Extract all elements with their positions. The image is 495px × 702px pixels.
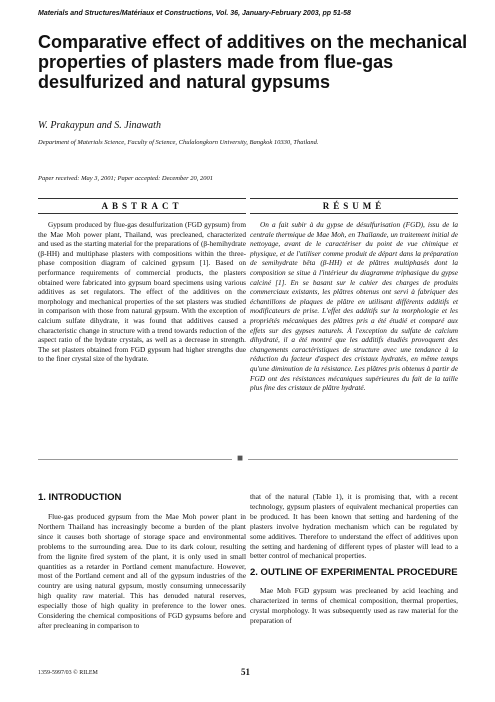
resume-heading: RÉSUMÉ (250, 198, 458, 214)
page-number: 51 (241, 667, 250, 677)
affiliation: Department of Materials Science, Faculty of Science, Chulalongkorn University, Bangkok 10330, Thailand. (38, 139, 319, 146)
section-divider (38, 459, 458, 460)
divider-ornament-icon: ■ (232, 453, 248, 465)
introduction-continued: that of the natural (Table 1), it is promising that, with a recent technology, gypsum plasters of equivalent mechanical properties can be produced. It has been known that setting and hardening of the plasters involve hydration mechanism which can be regulated by some additives. Therefore to understand the effect of additives upon the setting and hardening of different types of plaster will lead to a better control of mechanical properties. (250, 492, 458, 561)
resume-text: On a fait subir à du gypse de désulfurisation (FGD), issu de la centrale thermique de Mae Moh, en Thaïlande, un traitement initial de nettoyage, avant de le caractériser du point de vue chimique et physique, et de l'utiliser comme produit de départ dans la préparation de semihydrate bêta (β-HH) et de plâtres multiphasés dont la composition se situe à l'intérieur du diagramme triphasique du gypse calciné [1]. En se basant sur le cahier des charges de produits commerciaux existants, les plâtres obtenus ont servi à fabriquer des échantillons de plaques de plâtre en utilisant différents additifs et modificateurs de prise. L'effet des additifs sur la morphologie et les propriétés mécaniques des plâtres pris a été étudié et comparé aux effets sur des gypses naturels. À l'exception du sulfate de calcium dihydraté, il a été montré que les additifs étudiés provoquent des changements caractéristiques de structure avec une tendance à la réduction du facteur d'aspect des cristaux hydratés, en même temps qu'une diminution de la résistance. Les plâtres pris obtenus à partir de FGD ont des résistances mécaniques supérieures du fait de la taille plus fine des cristaux de plâtre hydraté. (250, 220, 458, 393)
introduction-heading: 1. INTRODUCTION (38, 492, 122, 503)
outline-paragraph: Mae Moh FGD gypsum was precleaned by acid leaching and characterized in terms of chemical composition, thermal properties, crystal morphology. It was subsequently used as raw material for the preparation of (250, 586, 458, 625)
footer-code: 1359-5997/03 © RILEM (38, 670, 98, 676)
abstract-text: Gypsum produced by flue-gas desulfurization (FGD gypsum) from the Mae Moh power plant, Thailand, was precleaned, characterized and used as the starting material for the preparations of (β-hemihydrate (β-HH) and multiphase plasters with compositions within the three-phase composition diagram of calcined gypsum [1]. Based on performance requirements of commercial products, the plasters obtained were fabricated into gypsum board specimens using various additives as set regulators. The effect of the additives on the morphology and mechanical properties of the set plasters was studied in comparison with those from natural gypsum. With the exception of calcium sulfate dihydrate, it was found that additives caused a characteristic change in structure with a trend towards reduction of the aspect ratio of the hydrate crystals, as well as a decrease in strength. The set plasters obtained from FGD gypsum had higher strengths due to the finer crystal size of the hydrate. (38, 220, 246, 364)
article-title: Comparative effect of additives on the mechanical properties of plasters made from flue-gas desulfurized and natural gypsums (38, 32, 468, 92)
abstract-heading: ABSTRACT (38, 198, 246, 214)
journal-header: Materials and Structures/Matériaux et Constructions, Vol. 36, January-February 2003, pp 51-58 (38, 10, 351, 17)
introduction-paragraph: Flue-gas produced gypsum from the Mae Moh power plant in Northern Thailand has increasingly become a burden of the plant since it causes both shortage of storage space and environmental problems to the surrounding area. Due to its dark colour, resulting from the lignite fired system of the plant, it is only used in small quantities as a retarder in Portland cement manufacture. However, most of the Portland cement and all of the gypsum industries of the country are using natural gypsum, mostly consuming unnecessarily high quality raw material. This has denuded natural reserves, especially those of high quality in preference to the lower ones. Considering the chemical compositions of FGD gypsums before and after precleaning in comparison to (38, 512, 246, 630)
outline-heading: 2. OUTLINE OF EXPERIMENTAL PROCEDURE (250, 567, 458, 578)
authors: W. Prakaypun and S. Jinawath (38, 120, 161, 131)
paper-dates: Paper received: May 3, 2001; Paper accepted: December 20, 2001 (38, 175, 214, 182)
